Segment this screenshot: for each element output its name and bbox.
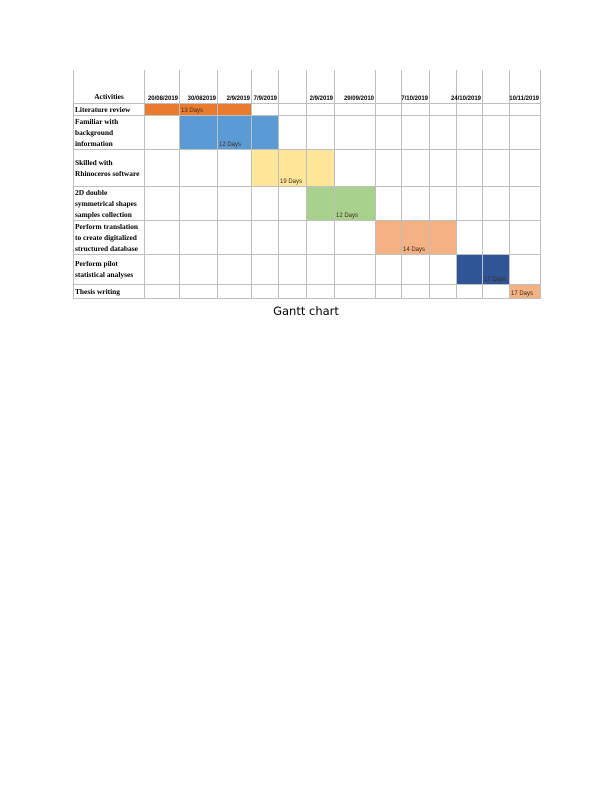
date-column-header [180,70,218,103]
empty-cell [430,284,457,298]
gantt-bar-segment [457,254,483,284]
empty-cell [218,254,252,284]
empty-cell [430,103,457,115]
empty-cell [376,149,402,186]
empty-cell [145,220,180,254]
empty-cell [376,115,402,149]
empty-cell [376,284,402,298]
empty-cell [430,254,457,284]
empty-cell [145,149,180,186]
empty-cell [457,220,483,254]
empty-cell [457,115,483,149]
date-tick-label: 10/11/2019 [509,95,539,102]
task-label: 2D double symmetrical shapes samples collection [74,186,145,220]
empty-cell [483,149,510,186]
empty-cell [252,186,279,220]
empty-cell [180,149,218,186]
gantt-bar-segment [279,149,307,186]
gantt-bar-segment [145,103,180,115]
empty-cell [145,284,180,298]
task-label: Perform pilot statistical analyses [74,254,145,284]
task-row [74,254,541,284]
task-label: Literature review [74,103,145,115]
task-row [74,284,541,298]
empty-cell [307,254,335,284]
gantt-bar-segment [430,220,457,254]
empty-cell [376,186,402,220]
empty-cell [252,103,279,115]
empty-cell [510,149,541,186]
header-activities: Activities [74,70,145,103]
empty-cell [402,149,430,186]
duration-label: 14 Days [403,246,426,253]
empty-cell [457,103,483,115]
task-row [74,115,541,149]
empty-cell [218,220,252,254]
empty-cell [335,220,376,254]
empty-cell [430,149,457,186]
empty-cell [457,186,483,220]
empty-cell [402,186,430,220]
empty-cell [307,103,335,115]
empty-cell [252,220,279,254]
duration-label: 13 Days [181,107,204,114]
empty-cell [402,254,430,284]
empty-cell [180,220,218,254]
date-column-header [218,70,252,103]
empty-cell [218,186,252,220]
empty-cell [376,103,402,115]
date-column-header [307,70,335,103]
empty-cell [252,254,279,284]
gantt-bar-segment [252,115,279,149]
empty-cell [335,103,376,115]
empty-cell [430,186,457,220]
gantt-bar-segment [510,284,541,298]
empty-cell [510,254,541,284]
empty-cell [279,186,307,220]
duration-label: 19 Days [280,178,303,185]
figure-caption: Gantt chart [273,304,339,318]
gantt-bar-segment [218,115,252,149]
date-column-header [450,70,483,103]
empty-cell [218,149,252,186]
date-column-header [510,70,541,103]
gantt-bar-segment [180,115,218,149]
task-label: Skilled with Rhinoceros software [74,149,145,186]
gantt-bar-segment [376,220,402,254]
task-row [74,186,541,220]
empty-cell [430,115,457,149]
gantt-bar-segment [483,254,510,284]
gantt-bar-segment [218,103,252,115]
date-tick-label: 2/9/2019 [226,95,250,102]
empty-cell [279,103,307,115]
duration-label: 12 Days [219,141,242,148]
duration-label: 17 Days [511,290,534,297]
task-label: Perform translation to create digitalized structured database [74,220,145,254]
date-column-header [402,70,430,103]
empty-cell [376,254,402,284]
date-tick-label: 29/09/2010 [343,95,374,102]
empty-cell [145,186,180,220]
gantt-bar-segment [252,149,279,186]
task-row [74,220,541,254]
empty-cell [483,220,510,254]
date-column-header [483,70,510,103]
gantt-bar-segment [307,186,335,220]
date-column-header [279,70,307,103]
date-tick-label: 7/9/2019 [253,95,277,102]
empty-cell [510,186,541,220]
empty-cell [335,284,376,298]
empty-cell [457,284,483,298]
gantt-bar-segment [307,149,335,186]
task-label: Thesis writing [74,284,145,298]
empty-cell [402,284,430,298]
empty-cell [145,115,180,149]
empty-cell [307,284,335,298]
empty-cell [510,220,541,254]
empty-cell [483,284,510,298]
empty-cell [279,115,307,149]
empty-cell [180,186,218,220]
empty-cell [457,149,483,186]
gantt-table [73,70,541,299]
empty-cell [402,103,430,115]
date-column-header [376,70,402,103]
empty-cell [307,220,335,254]
empty-cell [335,149,376,186]
empty-cell [402,115,430,149]
duration-label: 17 Days [484,276,507,283]
empty-cell [335,115,376,149]
task-label: Familiar with background information [74,115,145,149]
gantt-bar-segment [402,220,430,254]
empty-cell [279,254,307,284]
empty-cell [510,115,541,149]
gantt-bar-segment [180,103,218,115]
date-column-header [335,70,376,103]
date-tick-label: 30/082019 [187,95,216,102]
date-tick-label: 2/9/2019 [309,95,333,102]
empty-cell [483,103,510,115]
empty-cell [180,254,218,284]
task-row [74,149,541,186]
empty-cell [279,220,307,254]
date-tick-label: 7/10/2019 [401,95,428,102]
empty-cell [252,284,279,298]
empty-cell [483,115,510,149]
duration-label: 12 Days [336,212,359,219]
date-tick-label: 24/10/2019 [450,95,481,102]
date-column-header [145,70,180,103]
empty-cell [180,284,218,298]
date-tick-label: 20/08/2019 [147,95,178,102]
empty-cell [483,186,510,220]
empty-cell [145,254,180,284]
empty-cell [218,284,252,298]
empty-cell [510,103,541,115]
empty-cell [279,284,307,298]
gantt-bar-segment [335,186,376,220]
empty-cell [335,254,376,284]
task-row [74,103,541,115]
empty-cell [307,115,335,149]
date-column-header [252,70,279,103]
